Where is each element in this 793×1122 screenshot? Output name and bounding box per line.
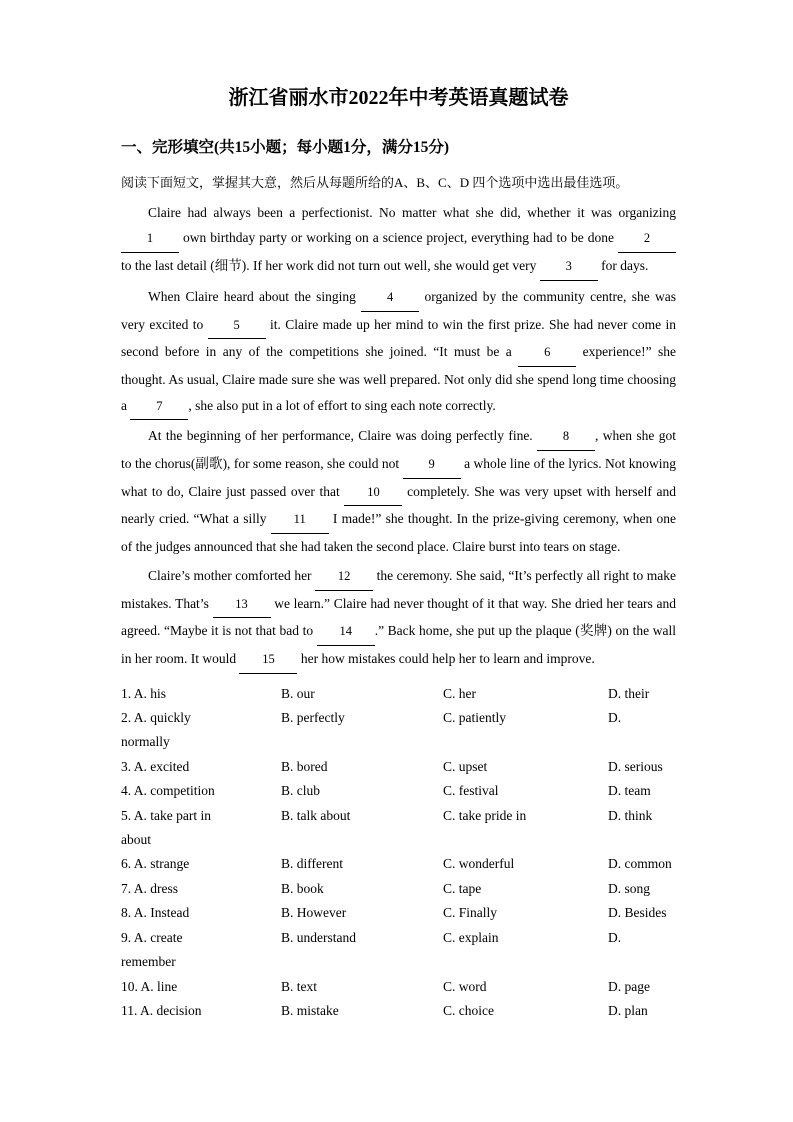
question-row — [121, 975, 676, 999]
question-option: D. song — [608, 880, 651, 896]
question-option: 9. A. create — [121, 929, 183, 945]
section-heading: 一、完形填空(共15小题；每小题1分，满分15分) — [121, 139, 450, 156]
question-row — [121, 852, 676, 876]
question-option: C. Finally — [443, 905, 498, 921]
question-option: B. book — [281, 880, 324, 896]
cloze-blank-9: 9 — [403, 452, 461, 479]
question-row — [121, 779, 676, 803]
question-option: C. choice — [443, 1002, 494, 1018]
question-option: 1. A. his — [121, 685, 167, 701]
question-option: D. plan — [608, 1002, 648, 1018]
question-row — [121, 901, 676, 925]
question-option: C. take pride in — [443, 807, 527, 823]
question-option: 8. A. Instead — [121, 905, 190, 921]
passage-paragraph: Claire’s mother comforted her 12 the ceremony. She said, “It’s perfectly all right to make mistakes. That’s 13 we learn.” Claire had never thought of it that way. She dried her tears and agreed. “Maybe it is not that bad to 14 .” Back home, she put up the plaque (奖牌) on the wall in her room. It would 15 her how mistakes could help her to learn and improve. — [121, 563, 676, 674]
question-option: B. talk about — [281, 807, 351, 823]
page-title: 浙江省丽水市2022年中考英语真题试卷 — [228, 87, 569, 109]
cloze-blank-3: 3 — [540, 254, 598, 281]
question-option: B. However — [281, 905, 347, 921]
question-option: B. bored — [281, 758, 328, 774]
question-option: 4. A. competition — [121, 783, 215, 799]
question-option: D. — [608, 929, 622, 945]
question-row — [121, 755, 676, 779]
cloze-blank-2: 2 — [618, 226, 676, 253]
cloze-blank-13: 13 — [213, 592, 271, 619]
question-option: B. understand — [281, 929, 356, 945]
passage-paragraph: When Claire heard about the singing 4 organized by the community centre, she was very excited to 5 it. Claire made up her mind to win the first prize. She had never come in second before in any of the competitions she joined. “It must be a 6 experience!” she thought. As usual, Claire made sure she was well prepared. Not only did she spend long time choosing a 7 , she also put in a lot of effort to sing each note correctly. — [121, 284, 676, 421]
question-row — [121, 682, 676, 706]
passage-paragraph: Claire had always been a perfectionist. No matter what she did, whether it was organizing 1 own birthday party or working on a science project, everything had to be done 2 to the last detail (细节). If her work did not turn out well, she would get very 3 for days. — [121, 200, 676, 281]
question-option: C. patiently — [443, 710, 506, 726]
question-option: C. her — [443, 685, 476, 701]
cloze-blank-6: 6 — [518, 340, 576, 367]
question-option: B. club — [281, 783, 320, 799]
question-list — [121, 682, 676, 1024]
question-option: B. different — [281, 856, 343, 872]
question-option: D. their — [608, 685, 650, 701]
question-option: D. — [608, 710, 622, 726]
cloze-blank-10: 10 — [344, 480, 402, 507]
question-row — [121, 804, 676, 828]
question-option: D. serious — [608, 758, 663, 774]
question-option: B. mistake — [281, 1002, 339, 1018]
passage — [121, 200, 676, 674]
question-option: C. wonderful — [443, 856, 515, 872]
question-option: C. explain — [443, 929, 499, 945]
cloze-blank-15: 15 — [239, 647, 297, 674]
question-option: 7. A. dress — [121, 880, 178, 896]
question-option: C. upset — [443, 758, 488, 774]
cloze-blank-4: 4 — [361, 285, 419, 312]
cloze-blank-12: 12 — [315, 564, 373, 591]
question-option: B. text — [281, 978, 317, 994]
cloze-blank-14: 14 — [317, 619, 375, 646]
question-option: C. word — [443, 978, 487, 994]
question-option: C. festival — [443, 783, 499, 799]
passage-paragraph: At the beginning of her performance, Claire was doing perfectly fine. 8 , when she got to the chorus(副歌), for some reason, she could not 9 a whole line of the lyrics. Not knowing what to do, Claire just passed over that 10 completely. She was very upset with herself and nearly cried. “What a silly 11 I made!” she thought. In the prize-giving ceremony, when one of the judges announced that she had taken the second place. Claire burst into tears on stage. — [121, 423, 676, 560]
question-row — [121, 926, 676, 950]
question-option: D. think — [608, 807, 653, 823]
question-option: B. our — [281, 685, 315, 701]
question-option: D. team — [608, 783, 651, 799]
question-option-wrap: about — [121, 832, 151, 848]
cloze-blank-5: 5 — [208, 313, 266, 340]
question-option: D. Besides — [608, 905, 667, 921]
question-option: 6. A. strange — [121, 856, 190, 872]
question-option: 2. A. quickly — [121, 710, 191, 726]
question-option: B. perfectly — [281, 710, 345, 726]
section-instructions: 阅读下面短文，掌握其大意，然后从每题所给的A、B、C、D 四个选项中选出最佳选项。 — [121, 174, 629, 190]
question-option: 5. A. take part in — [121, 807, 211, 823]
question-row — [121, 999, 676, 1023]
cloze-blank-11: 11 — [271, 507, 329, 534]
question-option: 11. A. decision — [121, 1002, 202, 1018]
question-option: C. tape — [443, 880, 482, 896]
question-row — [121, 877, 676, 901]
question-option: D. common — [608, 856, 672, 872]
question-option-wrap: remember — [121, 954, 176, 970]
question-row — [121, 706, 676, 730]
question-option: 3. A. excited — [121, 758, 190, 774]
question-option-wrap: normally — [121, 734, 170, 750]
question-option: D. page — [608, 978, 650, 994]
cloze-blank-1: 1 — [121, 226, 179, 253]
cloze-blank-8: 8 — [537, 424, 595, 451]
question-option: 10. A. line — [121, 978, 178, 994]
cloze-blank-7: 7 — [130, 394, 188, 421]
